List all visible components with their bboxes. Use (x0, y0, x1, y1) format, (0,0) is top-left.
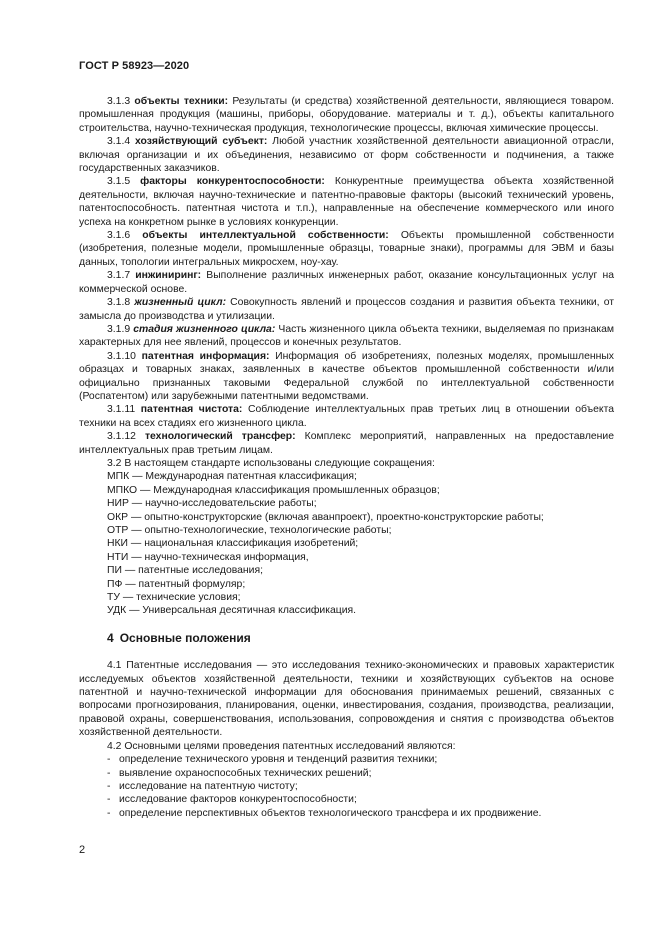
goal-item (79, 767, 614, 780)
abbreviation-item: ПИ — патентные исследования; (107, 565, 263, 577)
definition-item (79, 269, 614, 296)
abbreviation-item: УДК — Универсальная десятичная классификация. (107, 605, 357, 617)
definition-number: 3.1.6 (107, 230, 131, 242)
definition-number: 3.1.7 (107, 270, 131, 282)
abbreviations-list (79, 470, 614, 617)
definition-text: Конкурентные преимущества объекта хозяйственной деятельности, включая научно-технические и патентно-правовые факторы (высокий технический уровень, патентоспособность. патентная чистота и т.п.), направленные на обеспечение коммерческого или иного успеха на конкретном рынке в условиях конкуренции. (79, 176, 614, 228)
paragraph-4-1: 4.1 Патентные исследования — это исследования технико-экономических и правовых характеристик исследуемых объектов хозяйственной деятельности, техники и хозяйствующих субъектов на основе патентной и научно-технической информации для обоснования принимаемых решений, связанных с вопросами прогнозирования, планирования, оценки, инвестирования, создания, производства, реализации, правовой охраны, совершенствования, использования, сопровождения и снятия с производства объектов хозяйственной деятельности. (79, 660, 614, 739)
list-dash: - (107, 794, 111, 806)
definition-item (79, 175, 614, 229)
list-dash: - (107, 780, 111, 792)
definition-item (79, 135, 614, 175)
document-body (79, 95, 614, 820)
goal-item (79, 780, 614, 793)
definition-text: Соблюдение интеллектуальных прав третьих лиц в отношении объекта техники на всех стадиях его жизненного цикла. (79, 404, 614, 429)
definition-number: 3.1.3 (107, 96, 131, 107)
definition-number: 3.1.12 (107, 431, 136, 443)
paragraph-4-2: 4.2 Основными целями проведения патентных исследований являются: (107, 740, 456, 752)
section-title: Основные положения (119, 630, 251, 645)
goal-text: исследование на патентную чистоту; (119, 780, 298, 792)
definition-term: объекты техники: (134, 96, 229, 107)
definition-term: факторы конкурентоспособности: (140, 176, 325, 188)
definition-item (79, 350, 614, 404)
abbreviation-item: ПФ — патентный формуляр; (107, 578, 246, 590)
list-dash: - (107, 807, 111, 819)
definition-text: Объекты промышленной собственности (изобретения, полезные модели, промышленные образцы, товарные знаки), программы для ЭВМ и базы данных, топологии интегральных микросхем, ноу-хау. (79, 230, 614, 268)
goal-text: выявление охраноспособных технических решений; (119, 767, 372, 779)
goals-list (79, 753, 614, 820)
definition-item (79, 430, 614, 457)
goal-text: определение перспективных объектов технологического трансфера и их продвижение. (119, 807, 542, 819)
definition-number: 3.1.4 (107, 136, 131, 148)
list-dash: - (107, 767, 111, 779)
abbreviation-item: МПКО — Международная классификация промышленных образцов; (107, 484, 440, 496)
definition-text: Часть жизненного цикла объекта техники, выделяемая по признакам характерных для нее явлений, процессов и конечных результатов. (79, 323, 615, 349)
definition-item (79, 403, 614, 430)
definition-text: Любой участник хозяйственной деятельности авиационной отрасли, включая организации и их объединения, независимо от форм собственности и подчинения, а также государственных заказчиков. (79, 136, 614, 175)
goal-text: исследование факторов конкурентоспособности; (119, 794, 357, 806)
list-dash: - (107, 754, 111, 766)
goal-text: определение технического уровня и тенденций развития техники; (119, 754, 438, 766)
definition-item (79, 229, 614, 269)
definition-text: Совокупность явлений и процессов создания и развития объекта техники, от замысла до производства и утилизации. (79, 297, 615, 322)
definition-text: Информация об изобретениях, полезных моделях, промышленных образцах и товарных знаках, заявленных в качестве объектов промышленной собственности и/или официально признанных таковыми Федеральной службой по интеллектуальной собственности (Роспатентом) или зарубежными патентными ведомствами. (79, 350, 615, 402)
definition-term: жизненный цикл: (134, 297, 227, 309)
abbreviation-item: НИР — научно-исследовательские работы; (107, 498, 317, 510)
abbreviation-item: НКИ — национальная классификация изобретений; (107, 538, 359, 550)
abbreviation-item: МПК — Международная патентная классификация; (107, 471, 357, 483)
definition-term: технологический трансфер: (144, 431, 296, 443)
definition-term: объекты интеллектуальной собственности: (142, 230, 389, 242)
definition-number: 3.1.9 (107, 323, 131, 335)
definition-term: патентная информация: (141, 350, 270, 362)
page-number: 2 (79, 844, 86, 856)
definitions-list (79, 95, 614, 457)
definition-text: Результаты (и средства) хозяйственной деятельности, являющиеся товаром. промышленная продукция (машины, приборы, оборудование. материалы и т. д.), объекты капитального строительства, научно-техническая продукция, технологические процессы, включая химические процессы. (79, 96, 614, 134)
definition-text: Комплекс мероприятий, направленных на предоставление интеллектуальных прав третьим лицам. (79, 431, 614, 456)
definition-term: инжиниринг: (135, 270, 202, 282)
goal-item (79, 807, 614, 820)
goal-item (79, 753, 614, 766)
definition-term: хозяйствующий субъект: (135, 136, 268, 148)
definition-number: 3.1.8 (107, 297, 131, 309)
definition-text: Выполнение различных инженерных работ, оказание консультационных услуг на коммерческой основе. (79, 270, 614, 295)
definition-item (79, 296, 614, 323)
definition-number: 3.1.10 (107, 350, 136, 362)
abbreviation-item: НТИ — научно-техническая информация, (107, 551, 309, 563)
definition-item (79, 323, 614, 350)
definition-number: 3.1.5 (107, 176, 131, 188)
abbreviation-item: ТУ — технические условия; (107, 592, 241, 604)
goal-item (79, 793, 614, 806)
abbreviations-intro: 3.2 В настоящем стандарте использованы следующие сокращения: (107, 457, 435, 469)
definition-item (79, 95, 614, 135)
abbreviation-item: ОКР — опытно-конструкторские (включая аванпроект), проектно-конструкторские работы; (107, 511, 544, 523)
abbreviation-item: ОТР — опытно-технологические, технологические работы; (107, 525, 392, 536)
definition-term: стадия жизненного цикла: (133, 323, 276, 335)
definition-number: 3.1.11 (107, 404, 136, 416)
definition-term: патентная чистота: (140, 404, 243, 416)
section-heading (107, 632, 614, 645)
section-number: 4 (107, 630, 114, 645)
document-header: ГОСТ Р 58923—2020 (79, 60, 190, 72)
